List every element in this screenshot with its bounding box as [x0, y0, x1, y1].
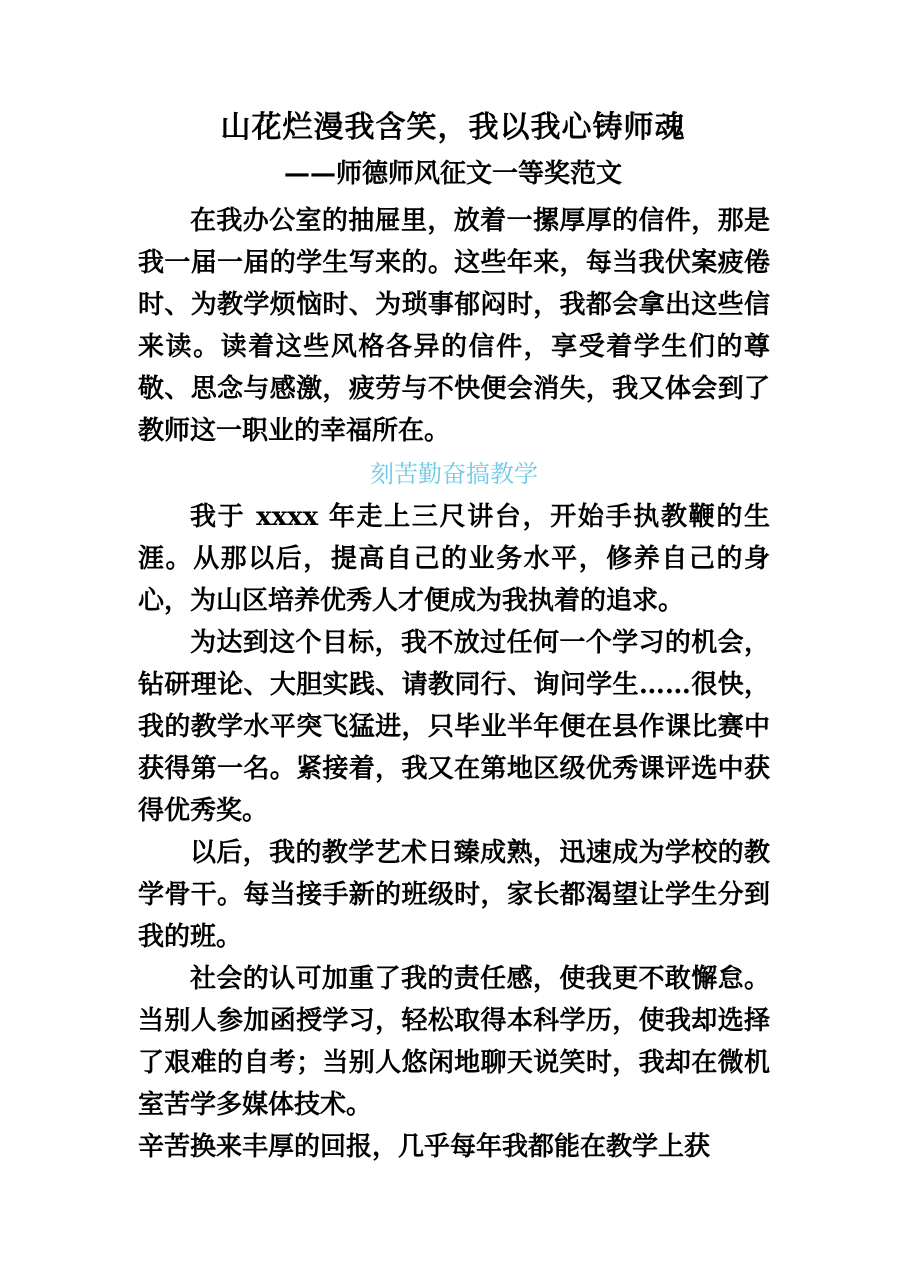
- paragraph-maturity: 以后，我的教学艺术日臻成熟，迅速成为学校的教学骨干。每当接手新的班级时，家长都渴望让学生分到我的班。: [138, 838, 770, 952]
- paragraph-intro: 在我办公室的抽屉里，放着一摞厚厚的信件，那是我一届一届的学生写来的。这些年来，每当我伏案疲倦时、为教学烦恼时、为琐事郁闷时，我都会拿出这些信来读。读着这些风格各异的信件，享受着学生们的尊敬、思念与感激，疲劳与不快便会消失，我又体会到了教师这一职业的幸福所在。: [138, 206, 770, 446]
- document-subtitle: ——师德师风征文一等奖范文: [283, 159, 622, 189]
- document-body: [138, 200, 770, 1168]
- section-heading: 刻苦勤奋搞教学: [370, 460, 538, 488]
- paragraph-career-start: 我于 xxxx 年走上三尺讲台，开始手执教鞭的生涯。从那以后，提高自己的业务水平，修养自己的身心，为山区培养优秀人才便成为我执着的追求。: [138, 502, 770, 616]
- document-title: 山花烂漫我含笑，我以我心铸师魂: [220, 110, 686, 145]
- paragraph-closing: 辛苦换来丰厚的回报，几乎每年我都能在教学上获: [138, 1132, 711, 1162]
- paragraph-learning: 为达到这个目标，我不放过任何一个学习的机会，钻研理论、大胆实践、请教同行、询问学生……很快，我的教学水平突飞猛进，只毕业半年便在县作课比赛中获得第一名。紧接着，我又在第地区级优秀课评选中获得优秀奖。: [138, 628, 770, 826]
- paragraph-responsibility: 社会的认可加重了我的责任感，使我更不敢懈怠。当别人参加函授学习，轻松取得本科学历，使我却选择了艰难的自考；当别人悠闲地聊天说笑时，我却在微机室苦学多媒体技术。: [138, 964, 770, 1120]
